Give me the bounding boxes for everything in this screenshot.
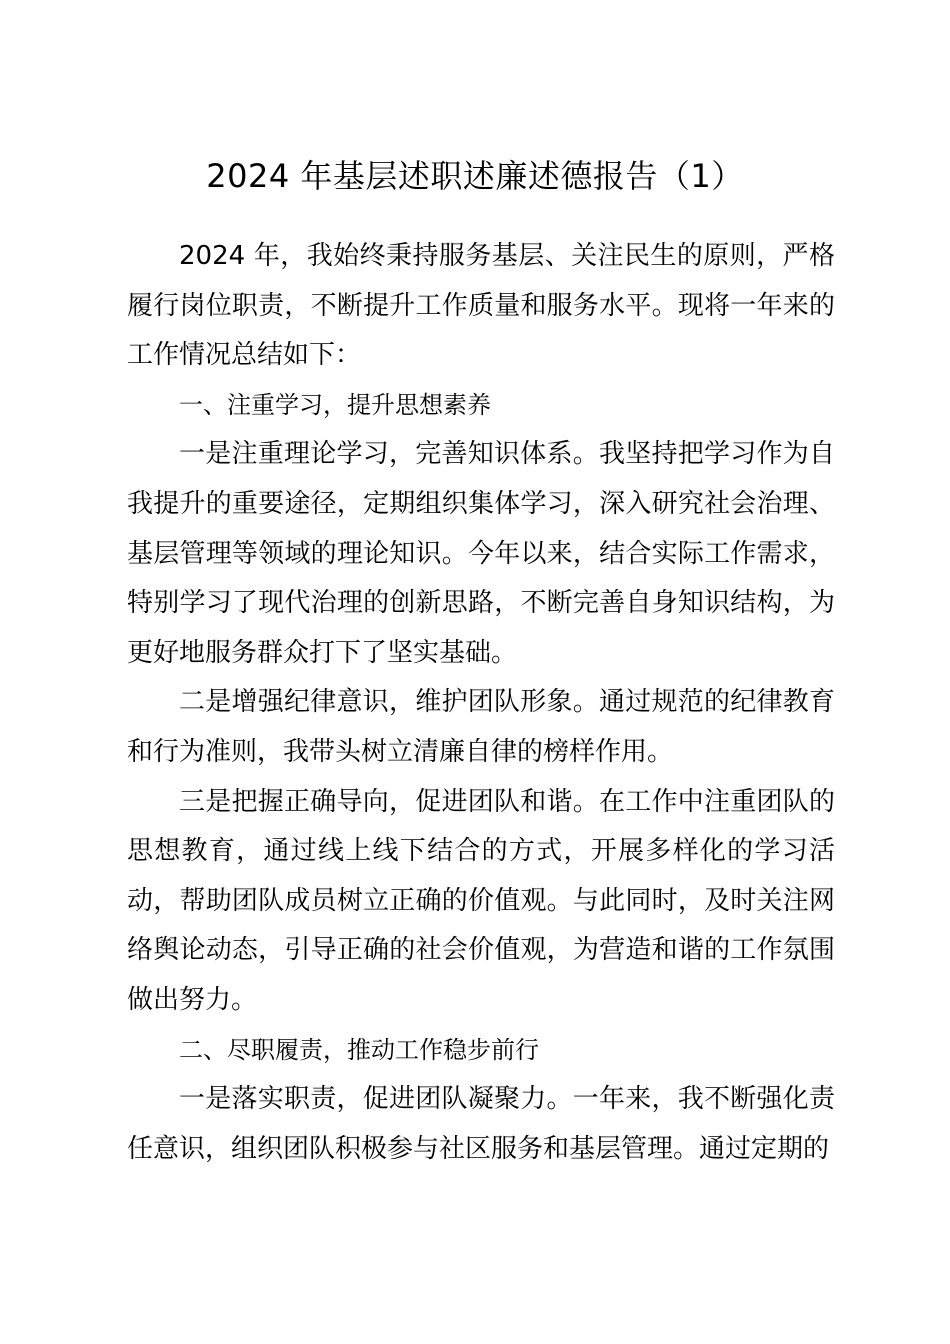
body-paragraph: 三是把握正确导向，促进团队和谐。在工作中注重团队的思想教育，通过线上线下结合的方式，开展多样化的学习活动，帮助团队成员树立正确的价值观。与此同时，及时关注网络舆论动态，引导正确的社会价值观，为营造和谐的工作氛围做出努力。 bbox=[127, 786, 835, 1015]
section-heading-2: 二、尽职履责，推动工作稳步前行 bbox=[179, 1035, 539, 1064]
intro-paragraph: 2024 年，我始终秉持服务基层、关注民生的原则，严格履行岗位职责，不断提升工作质量和服务水平。现将一年来的工作情况总结如下： bbox=[127, 241, 835, 371]
document-title: 2024 年基层述职述廉述德报告（1） bbox=[206, 157, 744, 195]
body-paragraph: 一是落实职责，促进团队凝聚力。一年来，我不断强化责任意识，组织团队积极参与社区服务和基层管理。通过定期的 bbox=[127, 1084, 835, 1164]
document-body bbox=[127, 232, 835, 1174]
body-paragraph: 一是注重理论学习，完善知识体系。我坚持把学习作为自我提升的重要途径，定期组织集体学习，深入研究社会治理、基层管理等领域的理论知识。今年以来，结合实际工作需求，特别学习了现代治理的创新思路，不断完善自身知识结构，为更好地服务群众打下了坚实基础。 bbox=[127, 439, 835, 668]
body-paragraph: 二是增强纪律意识，维护团队形象。通过规范的纪律教育和行为准则，我带头树立清廉自律的榜样作用。 bbox=[127, 687, 835, 767]
section-heading-1: 一、注重学习，提升思想素养 bbox=[179, 390, 491, 419]
